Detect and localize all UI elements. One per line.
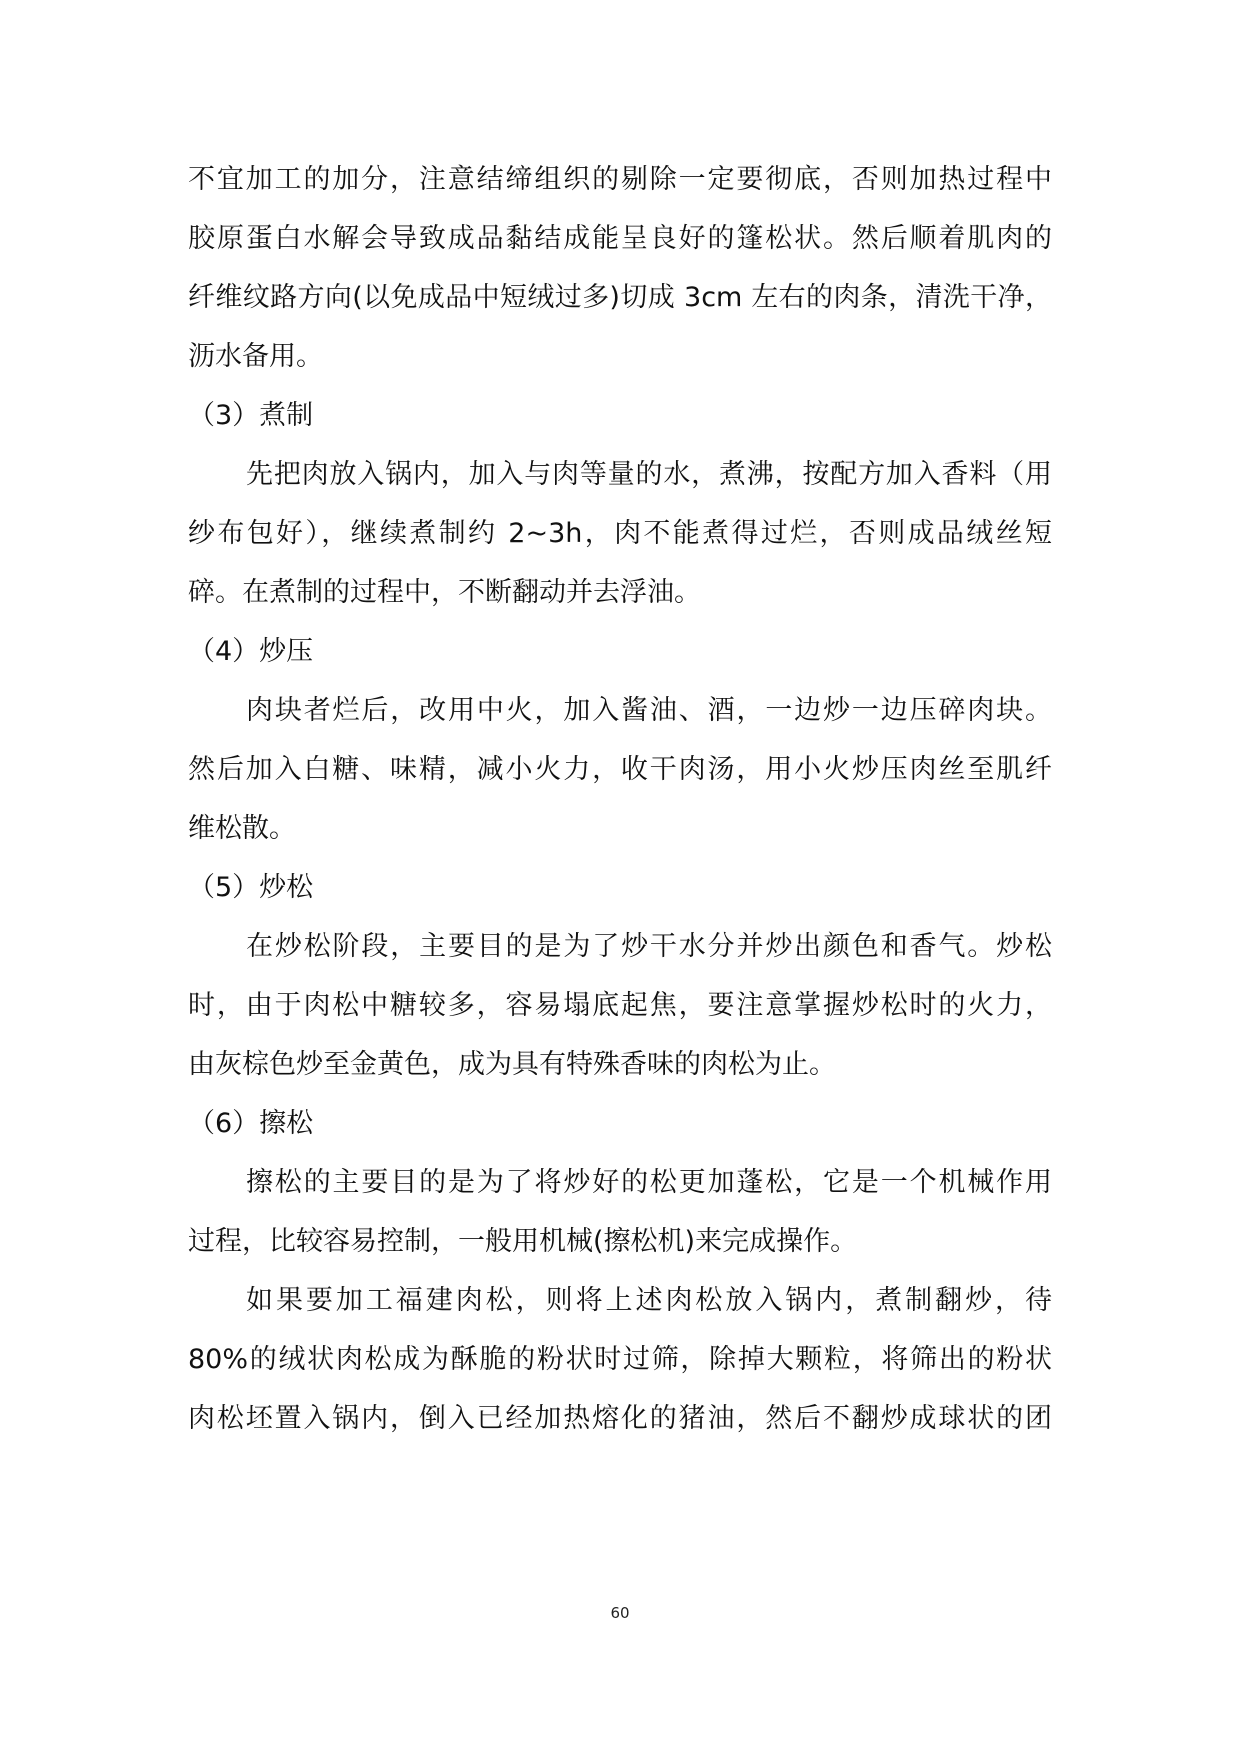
text-line: 然后加入白糖、味精，减小火力，收干肉汤，用小火炒压肉丝至肌纤	[188, 754, 1052, 785]
page-number: 60	[610, 1604, 630, 1622]
text-line: 纤维纹路方向(以免成品中短绒过多)切成 3cm 左右的肉条，清洗干净，	[188, 282, 1052, 313]
text-line: 由灰棕色炒至金黄色，成为具有特殊香味的肉松为止。	[188, 1049, 836, 1080]
paragraph	[188, 445, 1052, 622]
text-line: 纱布包好），继续煮制约 2~3h，肉不能煮得过烂，否则成品绒丝短	[188, 518, 1052, 549]
section-heading: （3）煮制	[188, 400, 314, 431]
text-line: 不宜加工的加分，注意结缔组织的剔除一定要彻底，否则加热过程中	[188, 164, 1052, 195]
body-text	[188, 150, 1052, 1448]
text-line: 80%的绒状肉松成为酥脆的粉状时过筛，除掉大颗粒，将筛出的粉状	[188, 1344, 1052, 1375]
text-line: 胶原蛋白水解会导致成品黏结成能呈良好的篷松状。然后顺着肌肉的	[188, 223, 1052, 254]
text-line: 时，由于肉松中糖较多，容易塌底起焦，要注意掌握炒松时的火力，	[188, 990, 1052, 1021]
text-line: 过程，比较容易控制，一般用机械(擦松机)来完成操作。	[188, 1226, 858, 1257]
text-line: 肉块者烂后，改用中火，加入酱油、酒，一边炒一边压碎肉块。	[246, 695, 1052, 726]
paragraph	[188, 1153, 1052, 1271]
text-line: 肉松坯置入锅内，倒入已经加热熔化的猪油，然后不翻炒成球状的团	[188, 1403, 1052, 1434]
text-line: 沥水备用。	[188, 341, 323, 372]
text-line: 维松散。	[188, 813, 296, 844]
text-line: 碎。在煮制的过程中，不断翻动并去浮油。	[188, 577, 701, 608]
paragraph	[188, 917, 1052, 1094]
text-line: 如果要加工福建肉松，则将上述肉松放入锅内，煮制翻炒，待	[246, 1285, 1052, 1316]
text-line: 先把肉放入锅内，加入与肉等量的水，煮沸，按配方加入香料（用	[246, 459, 1052, 490]
paragraph	[188, 150, 1052, 386]
paragraph	[188, 1271, 1052, 1448]
paragraph	[188, 681, 1052, 858]
section-heading: （6）擦松	[188, 1108, 314, 1139]
section-heading: （5）炒松	[188, 872, 314, 903]
text-line: 擦松的主要目的是为了将炒好的松更加蓬松，它是一个机械作用	[246, 1167, 1052, 1198]
section-heading: （4）炒压	[188, 636, 314, 667]
text-line: 在炒松阶段，主要目的是为了炒干水分并炒出颜色和香气。炒松	[246, 931, 1052, 962]
